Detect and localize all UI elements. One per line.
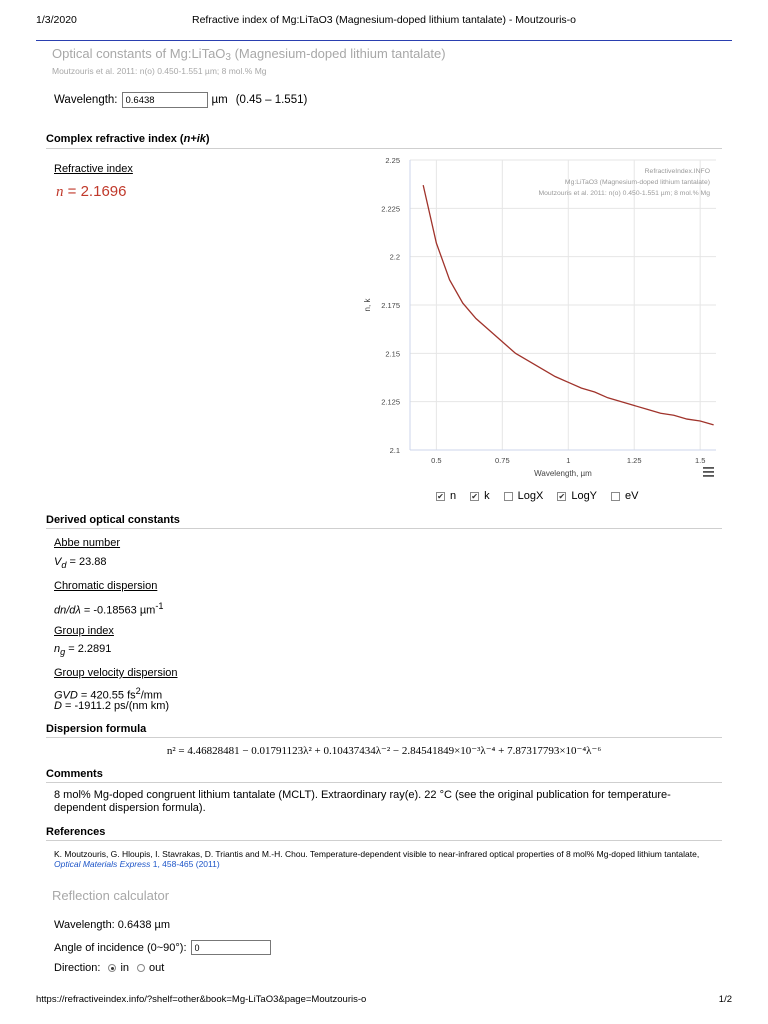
dispersion-heading: Dispersion formula <box>46 723 147 735</box>
section-divider <box>46 148 722 149</box>
direction-in-radio[interactable] <box>108 964 116 972</box>
legend-item-logy[interactable] <box>557 490 597 502</box>
y-tick-label: 2.25 <box>385 156 400 165</box>
footer-page-number: 1/2 <box>718 994 732 1005</box>
wavelength-input[interactable] <box>122 92 208 108</box>
x-tick-label: 0.5 <box>431 456 442 465</box>
legend-label-k: k <box>484 490 490 502</box>
reflection-wavelength-text: Wavelength: 0.6438 µm <box>54 919 170 931</box>
menu-bar <box>703 471 714 473</box>
page-subtitle: Moutzouris et al. 2011: n(o) 0.450-1.551 µm; 8 mol.% Mg <box>52 66 267 76</box>
menu-bar <box>703 467 714 469</box>
legend-item-ev[interactable] <box>611 490 638 502</box>
checkbox-logx[interactable] <box>504 492 513 501</box>
x-tick-label: 1.25 <box>626 456 642 465</box>
n-value <box>56 183 126 201</box>
y-tick-label: 2.225 <box>381 204 400 214</box>
abbe-value <box>54 556 107 570</box>
x-axis-label: Wavelength, µm <box>534 469 592 478</box>
legend-label-logx: LogX <box>517 490 544 502</box>
page-title <box>52 46 446 63</box>
print-header <box>36 14 732 32</box>
direction-in-label: in <box>120 962 130 974</box>
legend-item-k[interactable] <box>470 490 490 502</box>
chart-credit-line: Moutzouris et al. 2011: n(o) 0.450-1.551 µm; 8 mol.% Mg <box>538 190 710 197</box>
gvd-exponent: 2 <box>135 686 141 696</box>
y-tick-label: 2.15 <box>385 349 400 359</box>
n-symbol: n <box>56 184 64 200</box>
angle-label: Angle of incidence (0~90°): <box>54 941 187 954</box>
refractive-index-label: Refractive index <box>54 163 133 175</box>
section-divider <box>46 737 722 738</box>
x-tick-label: 1 <box>566 456 571 465</box>
page-title-suffix: (Magnesium-doped lithium tantalate) <box>230 46 446 61</box>
group-number: = 2.2891 <box>65 643 112 655</box>
checkbox-k[interactable]: ✔ <box>471 491 478 501</box>
reflection-wavelength <box>54 919 170 931</box>
chart-credit-line: Mg:LiTaO3 (Magnesium-doped lithium tantalate) <box>564 179 710 186</box>
direction-row <box>54 962 164 974</box>
chrom-number: = -0.18563 µm <box>80 604 156 617</box>
chromatic-dispersion-value <box>54 601 164 617</box>
n-number: = 2.1696 <box>63 183 127 200</box>
group-index-label: Group index <box>54 625 114 637</box>
gvd-unit: /mm <box>140 689 163 702</box>
hamburger-icon[interactable] <box>703 467 714 477</box>
reference-entry <box>54 849 724 869</box>
chrom-exponent: -1 <box>155 601 164 611</box>
wavelength-row <box>54 92 307 108</box>
reference-text: K. Moutzouris, G. Hloupis, I. Stavrakas, D. Triantis and M.-H. Chou. Temperature-dependent visible to near-infrared optical properties of 8 mol% Mg-doped lithium tantalate, <box>54 849 700 859</box>
dispersion-chart <box>356 150 726 480</box>
section-divider <box>46 528 722 529</box>
legend-label-ev: eV <box>625 490 639 502</box>
x-tick-label: 0.75 <box>495 456 510 465</box>
reflection-calculator-title: Reflection calculator <box>52 888 170 903</box>
chromatic-dispersion-label: Chromatic dispersion <box>54 580 158 592</box>
comments-text: 8 mol% Mg-doped congruent lithium tantalate (MCLT). Extraordinary ray(e). 22 °C (see the original publication for temperature-dependent dispersion formula). <box>54 789 671 814</box>
checkbox-n[interactable]: ✔ <box>437 491 444 501</box>
gvd-number: = 420.55 fs <box>77 689 136 702</box>
header-divider <box>36 40 732 41</box>
gvd-symbol: GVD <box>54 689 78 702</box>
complex-heading-text: Complex refractive index ( <box>46 133 184 145</box>
gvd-label: Group velocity dispersion <box>54 667 178 679</box>
dispersion-formula: n² = 4.46828481 − 0.01791123λ² + 0.10437434λ⁻² − 2.84541849×10⁻³λ⁻⁴ + 7.87317793×10⁻⁴λ⁻⁶ <box>166 745 602 757</box>
d-value <box>54 700 169 712</box>
complex-index-heading <box>46 133 210 145</box>
page-title-prefix: Optical constants of Mg:LiTaO <box>52 46 226 61</box>
direction-out-label: out <box>149 962 165 974</box>
checkbox-logy[interactable]: ✔ <box>558 491 566 501</box>
section-divider <box>46 840 722 841</box>
wavelength-range: (0.45 – 1.551) <box>235 94 308 106</box>
print-title: Refractive index of Mg:LiTaO3 (Magnesium-doped lithium tantalate) - Moutzouris-o <box>191 14 576 26</box>
chart-credit-line: RefractiveIndex.INFO <box>644 168 710 175</box>
y-tick-label: 2.125 <box>381 397 400 407</box>
group-index-value <box>54 643 111 657</box>
d-number: = -1911.2 ps/(nm km) <box>61 700 170 712</box>
abbe-number: = 23.88 <box>66 556 107 568</box>
reference-cite-link[interactable]: 1, 458-465 (2011) <box>150 859 220 869</box>
legend-item-n[interactable] <box>436 490 456 502</box>
wavelength-label: Wavelength: <box>54 94 118 106</box>
abbe-subscript: d <box>61 560 67 571</box>
section-divider <box>46 782 722 783</box>
complex-heading-end: ) <box>205 133 210 145</box>
page-title-subscript: 3 <box>225 52 231 63</box>
legend-item-logx[interactable] <box>504 490 544 502</box>
checkbox-ev[interactable] <box>611 492 620 501</box>
y-tick-label: 2.1 <box>389 446 400 455</box>
legend-label-n: n <box>450 490 457 502</box>
chrom-symbol: dn/dλ <box>54 604 81 617</box>
references-heading: References <box>46 826 106 838</box>
y-tick-label: 2.175 <box>381 301 400 310</box>
d-symbol: D <box>54 700 62 712</box>
x-tick-label: 1.5 <box>694 456 706 465</box>
chart-svg <box>356 150 726 480</box>
y-tick-label: 2.2 <box>389 252 400 262</box>
direction-label: Direction: <box>54 962 101 974</box>
angle-input[interactable] <box>191 940 271 955</box>
group-subscript: g <box>60 647 66 658</box>
group-symbol: n <box>54 643 61 655</box>
comments-heading: Comments <box>46 768 103 780</box>
abbe-label: Abbe number <box>54 537 121 549</box>
reference-journal-link[interactable]: Optical Materials Express <box>54 859 151 869</box>
footer-url: https://refractiveindex.info/?shelf=other&book=Mg-LiTaO3&page=Moutzouris-o <box>36 994 367 1005</box>
abbe-symbol: V <box>54 556 62 568</box>
y-axis-label: n, k <box>363 298 372 312</box>
wavelength-unit: µm <box>211 94 228 106</box>
angle-row <box>54 940 271 955</box>
chart-legend <box>436 490 639 502</box>
menu-bar <box>703 475 714 477</box>
derived-heading: Derived optical constants <box>46 514 180 526</box>
legend-label-logy: LogY <box>571 490 598 502</box>
print-date: 1/3/2020 <box>36 14 77 26</box>
direction-out-radio[interactable] <box>137 964 145 972</box>
complex-heading-math: n+ik <box>183 133 206 145</box>
